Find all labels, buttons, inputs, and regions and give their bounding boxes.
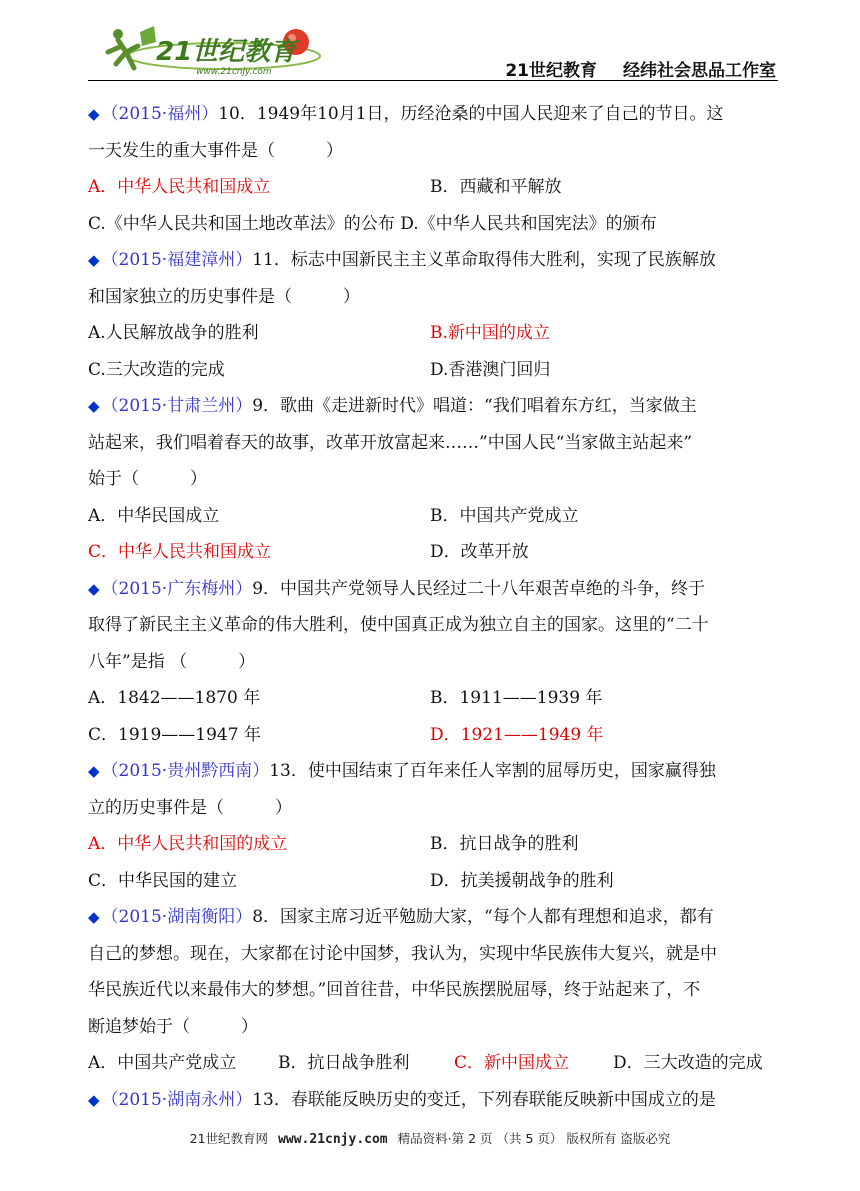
question-text: 立的历史事件是（ ） [88,797,292,818]
answer-option: C.《中华人民共和国土地改革法》的公布 D.《中华人民共和国宪法》的颁布 [88,213,657,234]
question-block [88,1082,778,1119]
question-text: 11．标志中国新民主主义革命取得伟大胜利，实现了民族解放 [252,250,716,270]
question-text: 取得了新民主主义革命的伟大胜利，使中国真正成为独立自主的国家。这里的“二十 [88,615,709,635]
answer-option-correct: D．1921——1949 年 [430,724,604,745]
options-row [88,826,778,863]
answer-option: A．中国共产党成立 [88,1053,237,1073]
page-footer [0,1129,860,1147]
question-source: （2015·湖南永州） [101,1089,253,1110]
question-text: 断追梦始于（ ） [88,1016,258,1037]
question-stem-line [88,790,778,827]
question-text: 9．中国共产党领导人民经过二十八年艰苦卓绝的斗争，终于 [252,578,706,599]
question-stem-line [88,571,778,608]
answer-option: A．中华民国成立 [88,505,220,526]
question-text: 13．使中国结束了百年来任人宰割的屈辱历史，国家赢得独 [269,761,716,781]
question-text: 八年”是指 （ ） [88,651,256,672]
answer-option-correct: A．中华人民共和国的成立 [88,834,288,854]
diamond-bullet-icon: ◆ [88,397,100,415]
question-block [88,753,778,899]
answer-option: B．抗日战争的胜利 [430,834,579,854]
question-text: 和国家独立的历史事件是（ ） [88,286,360,307]
diamond-bullet-icon: ◆ [88,908,100,926]
header-title [505,56,776,81]
studio-name: 经纬社会思品工作室 [623,61,776,81]
question-stem-line [88,607,778,644]
question-block [88,96,778,242]
question-stem-line [88,425,778,462]
question-block [88,388,778,571]
question-stem-line [88,972,778,1009]
diamond-bullet-icon: ◆ [88,579,100,598]
question-stem-line [88,96,778,133]
answer-option: B．1911——1939 年 [430,688,603,708]
answer-option-correct: C．中华人民共和国成立 [88,542,272,562]
question-stem-line [88,1082,778,1119]
answer-option: C.三大改造的完成 [88,359,225,380]
answer-option-correct: B.新中国的成立 [430,323,550,343]
question-stem-line [88,899,778,936]
question-text: 10．1949年10月1日，历经沧桑的中国人民迎来了自己的节日。这 [218,104,724,124]
answer-option: A．1842——1870 年 [88,688,261,708]
question-stem-line [88,242,778,279]
site-logo [96,22,326,80]
question-stem-line [88,133,778,170]
question-source: （2015·甘肃兰州） [101,396,253,416]
question-list [88,96,778,1118]
options-row [88,352,778,389]
options-row [88,315,778,352]
footer-url[interactable]: www.21cnjy.com [278,1132,388,1147]
answer-option: D.香港澳门回归 [430,359,551,380]
question-text: 一天发生的重大事件是（ ） [88,140,343,161]
question-stem-line [88,1009,778,1046]
answer-option-correct: C．新中国成立 [454,1053,570,1073]
answer-option: C．1919——1947 年 [88,724,261,745]
question-source: （2015·福建漳州） [101,250,253,270]
options-row [88,717,778,754]
options-row [88,206,778,243]
options-row [88,1045,778,1082]
options-row [88,680,778,717]
question-source: （2015·贵州黔西南） [101,761,270,781]
diamond-bullet-icon: ◆ [88,1090,100,1109]
question-source: （2015·湖南衡阳） [101,907,253,927]
answer-option: D．抗美援朝战争的胜利 [430,870,614,891]
question-text: 华民族近代以来最伟大的梦想。”回首往昔，中华民族摆脱屈辱，终于站起来了，不 [88,980,701,1000]
answer-option-correct: A．中华人民共和国成立 [88,177,271,197]
options-row [88,498,778,535]
answer-option: D．三大改造的完成 [613,1053,763,1073]
answer-option: B．中国共产党成立 [430,505,579,526]
diamond-bullet-icon: ◆ [88,762,100,780]
question-text: 始于（ ） [88,469,207,489]
question-stem-line [88,936,778,973]
question-text: 自己的梦想。现在，大家都在讨论中国梦，我认为，实现中华民族伟大复兴，就是中 [88,943,717,964]
options-row [88,169,778,206]
question-text: 9．歌曲《走进新时代》唱道：“我们唱着东方红，当家做主 [252,396,697,416]
question-text: 13．春联能反映历史的变迁，下列春联能反映新中国成立的是 [252,1089,716,1110]
options-row [88,863,778,900]
answer-option: A.人民解放战争的胜利 [88,323,259,343]
footer-page-info: 精品资料·第 2 页 （共 5 页） 版权所有 盗版必究 [397,1131,671,1146]
diamond-bullet-icon: ◆ [88,105,100,123]
svg-text:www.21cnjy.com: www.21cnjy.com [196,67,272,77]
answer-option: B．抗日战争胜利 [278,1053,410,1073]
header-divider [88,80,778,81]
question-text: 站起来，我们唱着春天的故事，改革开放富起来……”中国人民“当家做主站起来” [88,432,693,453]
answer-option: B．西藏和平解放 [430,177,562,197]
question-stem-line [88,279,778,316]
question-block [88,899,778,1082]
question-source: （2015·广东梅州） [101,578,253,599]
question-text: 8．国家主席习近平勉励大家，“每个人都有理想和追求，都有 [252,907,714,927]
org-name: 21世纪教育 [505,61,597,81]
question-source: （2015·福州） [101,104,219,124]
question-stem-line [88,644,778,681]
diamond-bullet-icon: ◆ [88,251,100,269]
footer-site: 21世纪教育网 [189,1131,269,1146]
question-stem-line [88,753,778,790]
question-stem-line [88,461,778,498]
question-stem-line [88,388,778,425]
page-header [88,18,776,82]
question-block [88,242,778,388]
question-block [88,571,778,754]
answer-option: C．中华民国的建立 [88,870,238,891]
options-row [88,534,778,571]
answer-option: D．改革开放 [430,542,529,562]
svg-text:21世纪教育: 21世纪教育 [156,37,297,67]
